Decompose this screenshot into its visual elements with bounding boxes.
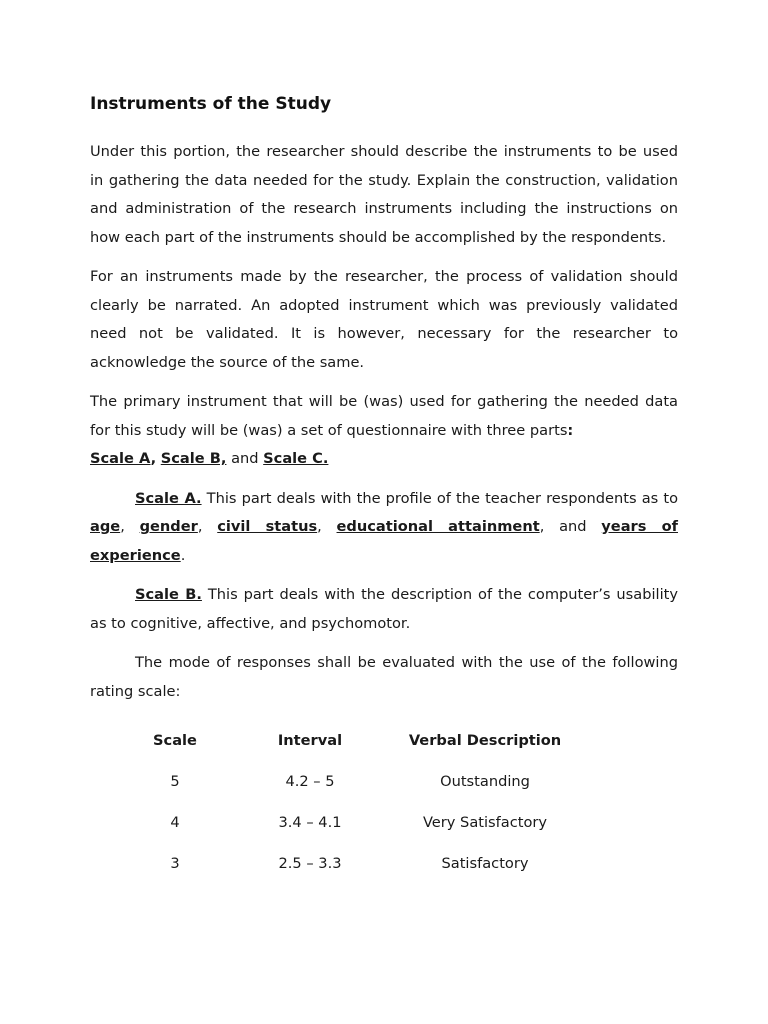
paragraph-rating-scale: The mode of responses shall be evaluated with the use of the following rating scale: [90,654,678,700]
cell-scale: 5 [170,773,180,790]
scale-a-ref: Scale A [90,450,151,467]
cell-interval: 4.2 – 5 [285,773,335,790]
cell-scale: 3 [170,855,180,872]
term-years-of-experience: years of experience [90,518,678,564]
scale-a-text: This part deals with the profile of the teacher respondents as to [206,489,678,507]
primary-instrument-text: The primary instrument that will be (was) used for gathering the needed data for this study will be (was) a set of questionnaire with three parts [90,393,678,439]
table-row [130,761,678,802]
page-title: Instruments of the Study [90,94,332,114]
cell-verbal-description: Very Satisfactory [422,814,548,831]
rating-scale-table [130,720,678,884]
cell-verbal-description: Satisfactory [441,855,529,872]
scale-b-label: Scale B. [135,586,202,603]
header-verbal-description: Verbal Description [408,732,562,749]
scale-b-text: This part deals with the description of the computer’s usability as to cognitive, affective, and psychomotor. [90,586,678,632]
term-educational-attainment: educational attainment [336,518,540,535]
colon: : [567,421,574,439]
cell-verbal-description: Outstanding [440,773,530,790]
period: . [180,546,186,564]
scale-a-label: Scale A. [135,489,202,507]
comma: , [150,450,157,467]
paragraph-scale-b [90,581,678,638]
and-word: and [231,450,259,467]
paragraph-validation: For an instruments made by the researcher, the process of validation should clearly be narrated. An adopted instrument which was previously validated need not be validated. It is however, necessary for the researcher to acknowledge the source of the same. [90,268,678,371]
cell-interval: 3.4 – 4.1 [278,814,342,831]
term-civil-status: civil status [217,518,318,535]
scale-b-ref: Scale B, [160,450,227,467]
term-gender: gender [139,518,198,535]
cell-scale: 4 [170,814,180,831]
table-row [130,843,678,884]
table-header-row [130,720,678,761]
paragraph-instruments-description: Under this portion, the researcher should describe the instruments to be used in gathering the data needed for the study. Explain the construction, validation and administration of the research instruments including the instructions on how each part of the instruments should be accomplished by the respondents. [90,143,678,246]
and-word-2: and [559,518,587,535]
paragraph-scale-a: Scale A. This part deals with the profile of the teacher respondents as to age, gender, civil status, educational attainment, and years of experience. [90,489,678,564]
paragraph-primary-instrument [90,388,678,474]
header-scale: Scale [153,732,197,749]
term-age: age [90,518,121,535]
header-interval: Interval [277,732,343,749]
table-row [130,802,678,843]
cell-interval: 2.5 – 3.3 [278,855,342,872]
scale-c-ref: Scale C. [263,450,329,467]
